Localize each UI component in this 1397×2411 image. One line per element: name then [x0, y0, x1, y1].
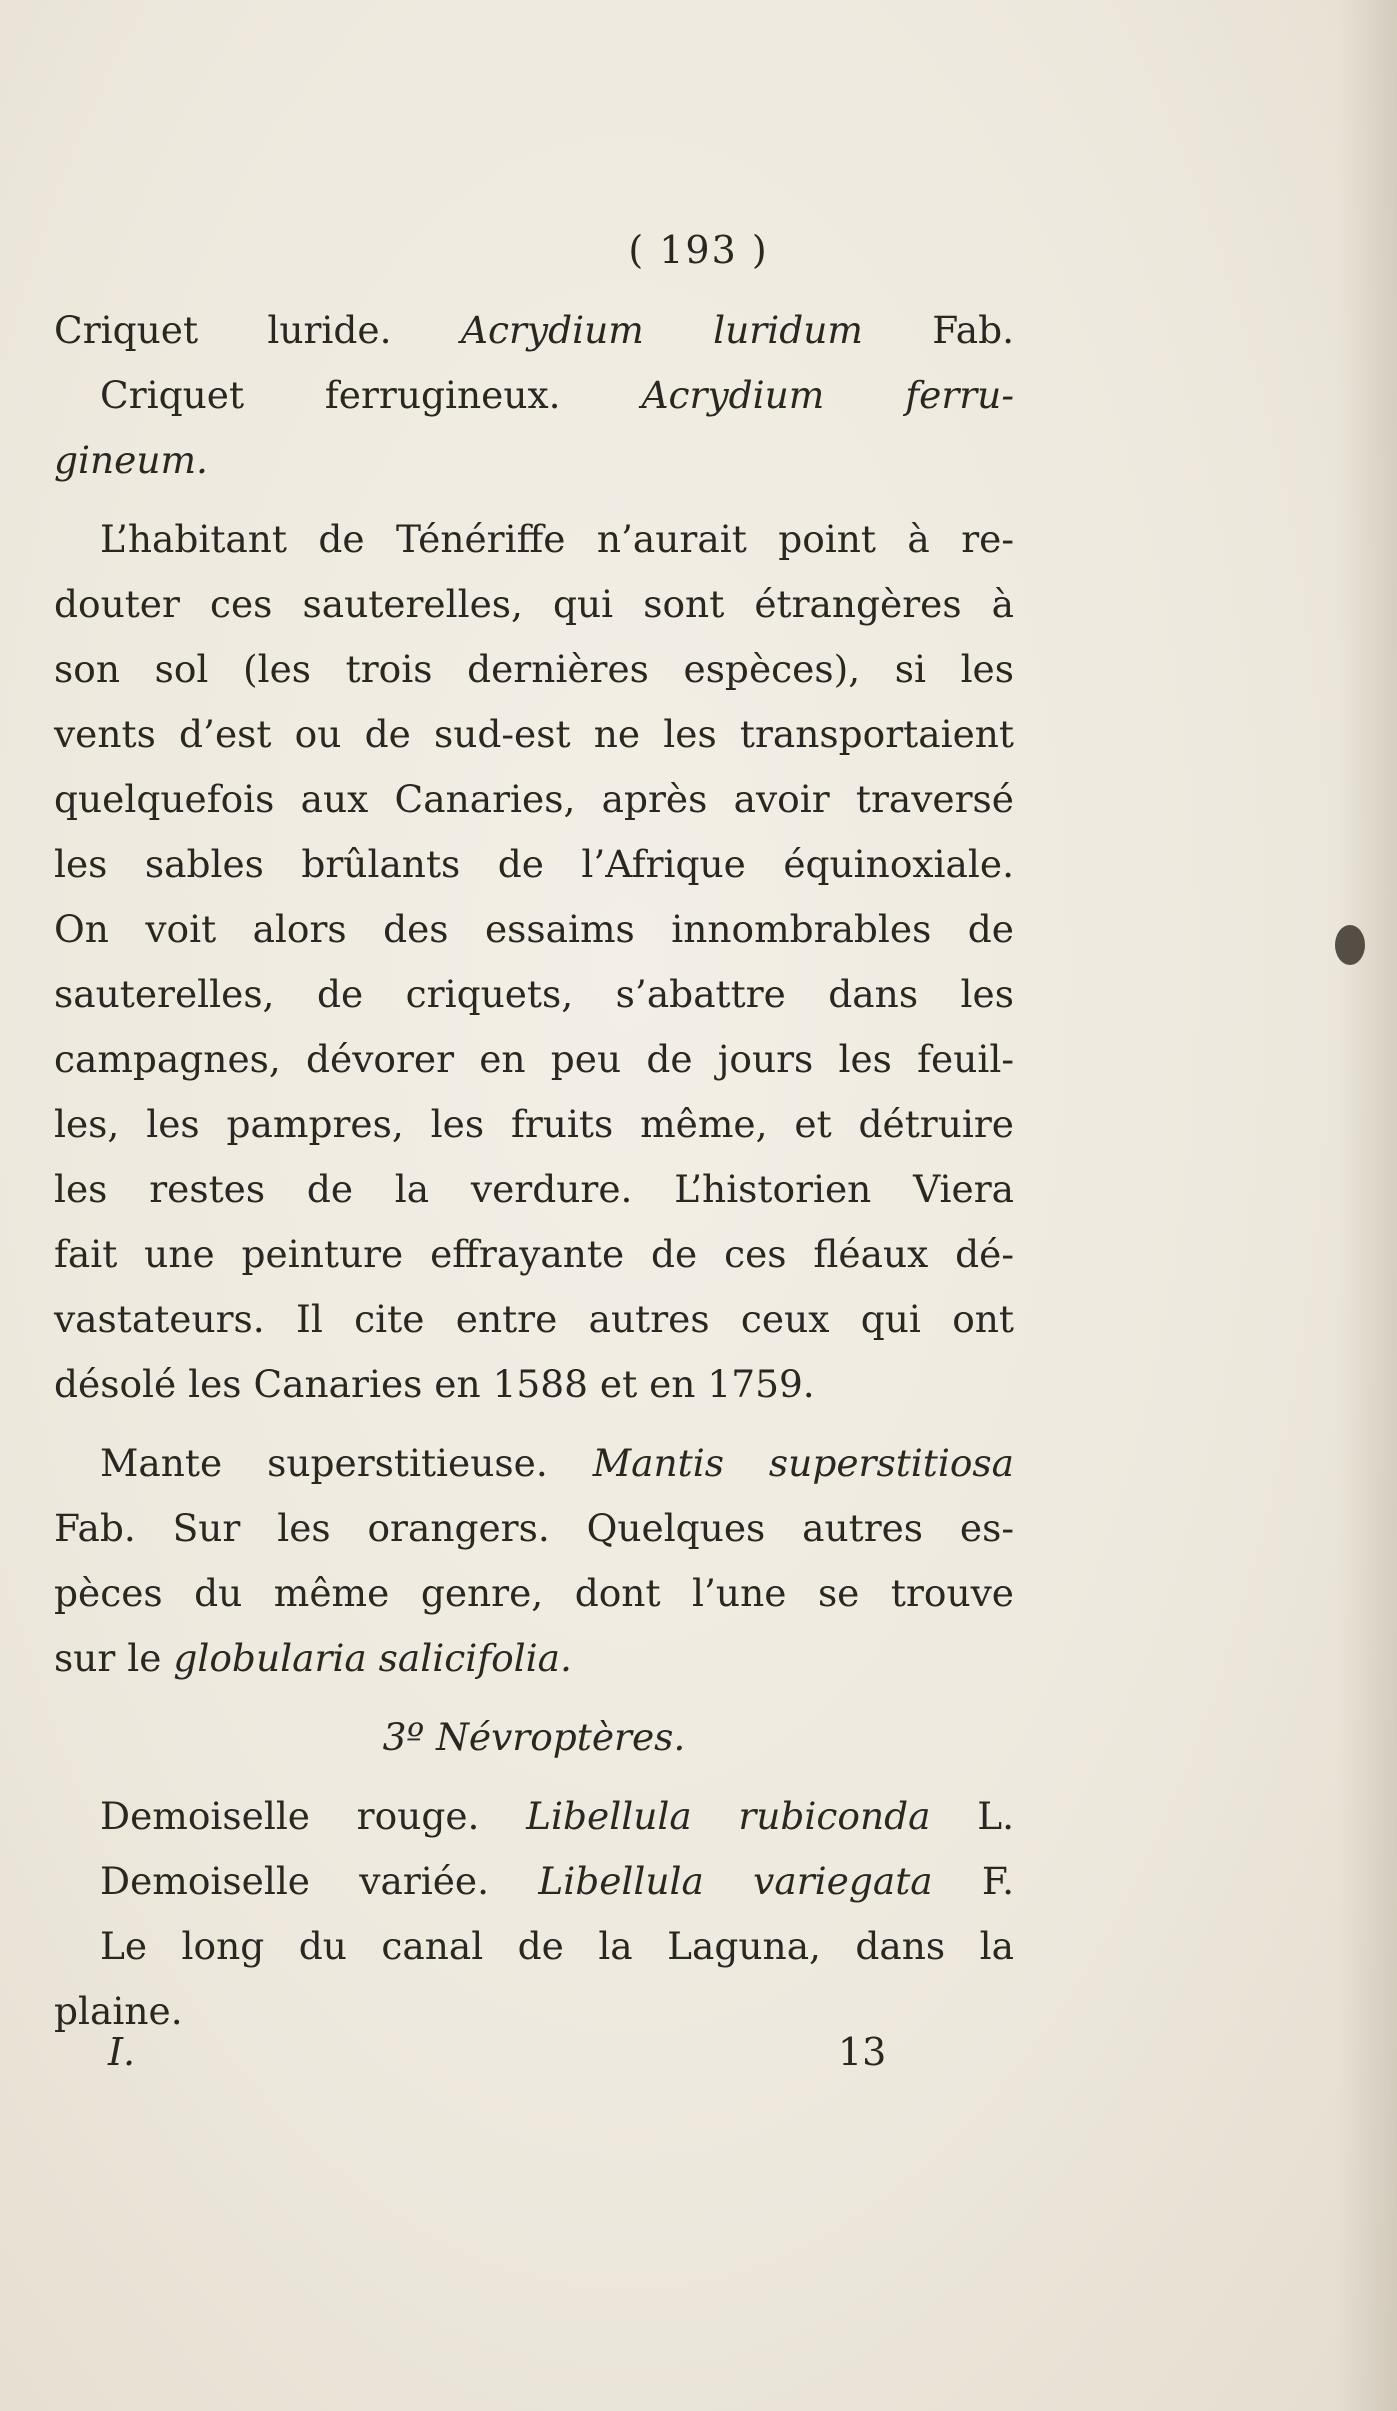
- text-line: les, les pampres, les fruits même, et détruire: [54, 1102, 1014, 1146]
- species-line-criquet-luride: Criquet luride. Acrydium luridum Fab.: [54, 308, 1015, 352]
- signature-mark: I.: [108, 2030, 136, 2074]
- text-line: désolé les Canaries en 1588 et en 1759.: [54, 1362, 815, 1406]
- folio-number: 13: [838, 2030, 887, 2074]
- text-line: sauterelles, de criquets, s’abattre dans les: [54, 972, 1014, 1016]
- text-line: plaine.: [54, 1989, 183, 2033]
- paragraph-mante: [54, 1431, 1014, 1691]
- text-line: son sol (les trois dernières espèces), si les: [54, 647, 1014, 691]
- text-line: Le long du canal de la Laguna, dans la: [100, 1924, 1014, 1968]
- text-line: vents d’est ou de sud-est ne les transportaient: [54, 712, 1014, 756]
- text-line: les sables brûlants de l’Afrique équinoxiale.: [54, 842, 1014, 886]
- paragraph-locusts: [54, 507, 1014, 1417]
- species-line-continuation: gineum.: [54, 438, 208, 482]
- page-footer: [68, 2030, 988, 2090]
- species-line-mante: Mante superstitieuse. Mantis superstitiosa: [100, 1441, 1014, 1485]
- text-line: fait une peinture effrayante de ces fléaux dé-: [54, 1232, 1014, 1276]
- species-line-demoiselle-variee: Demoiselle variée. Libellula variegata F.: [100, 1859, 1015, 1903]
- text-line: On voit alors des essaims innombrables de: [54, 907, 1014, 951]
- paragraph-demoiselles: [54, 1784, 1014, 2044]
- ink-spot: [1335, 925, 1365, 965]
- section-heading-nevropteres: 3º Névroptères.: [382, 1715, 686, 1759]
- main-text: [54, 298, 1014, 2044]
- text-line: L’habitant de Ténériffe n’aurait point à re-: [100, 517, 1014, 561]
- text-line: les restes de la verdure. L’historien Viera: [54, 1167, 1014, 1211]
- text-line: campagnes, dévorer en peu de jours les feuil-: [54, 1037, 1014, 1081]
- text-line: Fab. Sur les orangers. Quelques autres es-: [54, 1506, 1014, 1550]
- species-line-criquet-ferrugineux: Criquet ferrugineux. Acrydium ferru-: [100, 373, 1014, 417]
- text-line: douter ces sauterelles, qui sont étrangères à: [54, 582, 1014, 626]
- text-line-globularia: sur le globularia salicifolia.: [54, 1636, 572, 1680]
- text-line: vastateurs. Il cite entre autres ceux qui ont: [54, 1297, 1014, 1341]
- text-line: pèces du même genre, dont l’une se trouve: [54, 1571, 1014, 1615]
- text-line: quelquefois aux Canaries, après avoir traversé: [54, 777, 1014, 821]
- page-number: ( 193 ): [628, 228, 769, 272]
- page-gutter-shadow: [1337, 0, 1397, 2411]
- species-line-demoiselle-rouge: Demoiselle rouge. Libellula rubiconda L.: [100, 1794, 1015, 1838]
